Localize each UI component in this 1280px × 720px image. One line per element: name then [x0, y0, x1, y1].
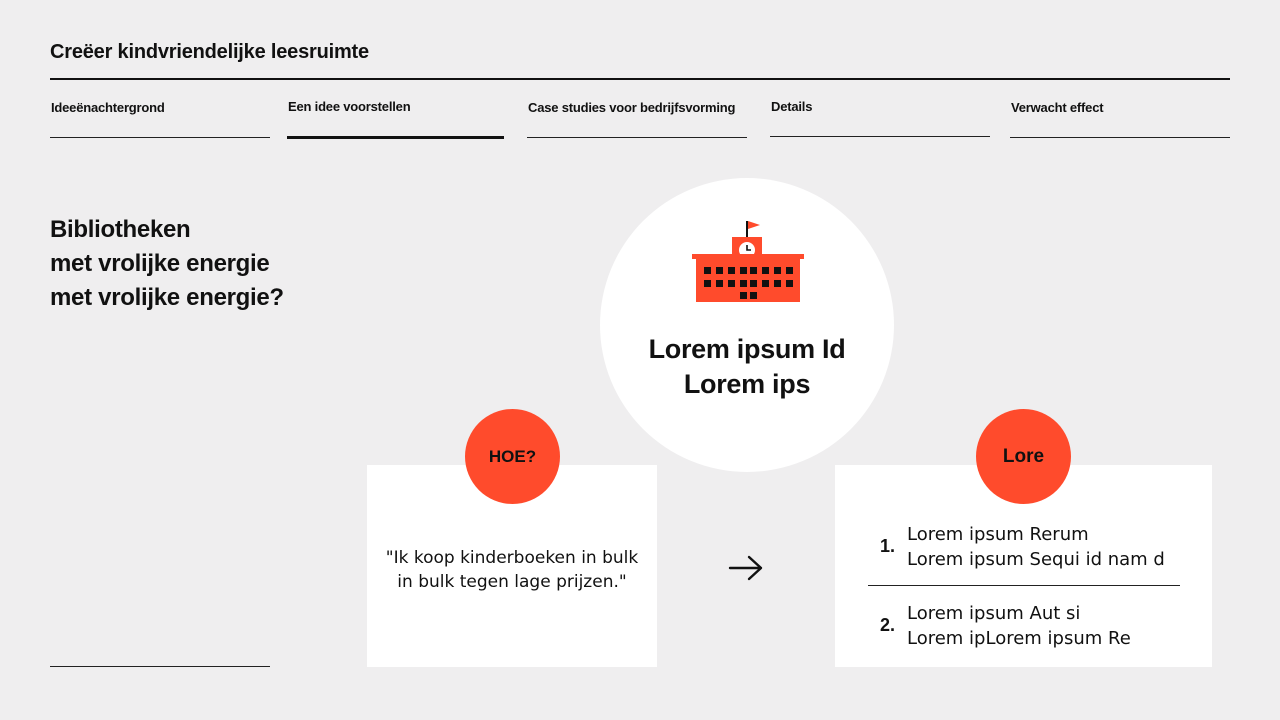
tab-verwacht-effect[interactable]: [1010, 100, 1230, 140]
center-circle: [600, 178, 894, 472]
list-line: Lorem ipsum Rerum: [907, 524, 1089, 545]
tab-label: Ideeënachtergrond: [51, 100, 165, 115]
quote-line: "Ik koop kinderboeken in bulk: [385, 548, 639, 568]
list-text: [907, 601, 1131, 651]
list-line: Lorem ipLorem ipsum Re: [907, 628, 1131, 649]
headline-line: met vrolijke energie: [50, 250, 270, 277]
tab-underline: [50, 137, 270, 138]
list-number: 2.: [880, 615, 896, 635]
center-title: [600, 332, 894, 402]
page-title: Creëer kindvriendelijke leesruimte: [50, 41, 369, 63]
headline-line: Bibliotheken: [50, 216, 191, 243]
left-divider: [50, 666, 270, 667]
tab-details[interactable]: [770, 99, 990, 139]
school-building-icon: [692, 220, 804, 306]
headline-line: met vrolijke energie?: [50, 284, 284, 311]
tab-underline: [527, 137, 747, 138]
lore-badge: Lore: [976, 409, 1071, 504]
tab-label: Een idee voorstellen: [288, 99, 411, 114]
tab-underline-active: [287, 136, 504, 139]
tab-ideeenachtergrond[interactable]: [50, 100, 270, 140]
headline: [50, 213, 284, 315]
list-divider: [868, 585, 1180, 586]
quote-text: [367, 546, 657, 594]
hoe-badge: HOE?: [465, 409, 560, 504]
arrow-right-icon: [728, 554, 764, 582]
tab-underline: [1010, 137, 1230, 138]
tab-label: Verwacht effect: [1011, 100, 1104, 115]
center-title-line: Lorem ipsum Id: [648, 334, 846, 364]
list-line: Lorem ipsum Sequi id nam d: [907, 549, 1165, 570]
list-number: 1.: [880, 536, 896, 556]
list-text: [907, 522, 1165, 572]
tab-label: Details: [771, 99, 813, 114]
tab-label: Case studies voor bedrijfsvorming: [528, 100, 736, 115]
list-line: Lorem ipsum Aut si: [907, 603, 1081, 624]
title-divider: [50, 78, 1230, 80]
tab-een-idee-voorstellen[interactable]: [287, 99, 504, 139]
tab-case-studies[interactable]: [527, 100, 747, 140]
quote-line: in bulk tegen lage prijzen.": [397, 572, 627, 592]
tab-underline: [770, 136, 990, 137]
center-title-line: Lorem ips: [683, 369, 811, 399]
